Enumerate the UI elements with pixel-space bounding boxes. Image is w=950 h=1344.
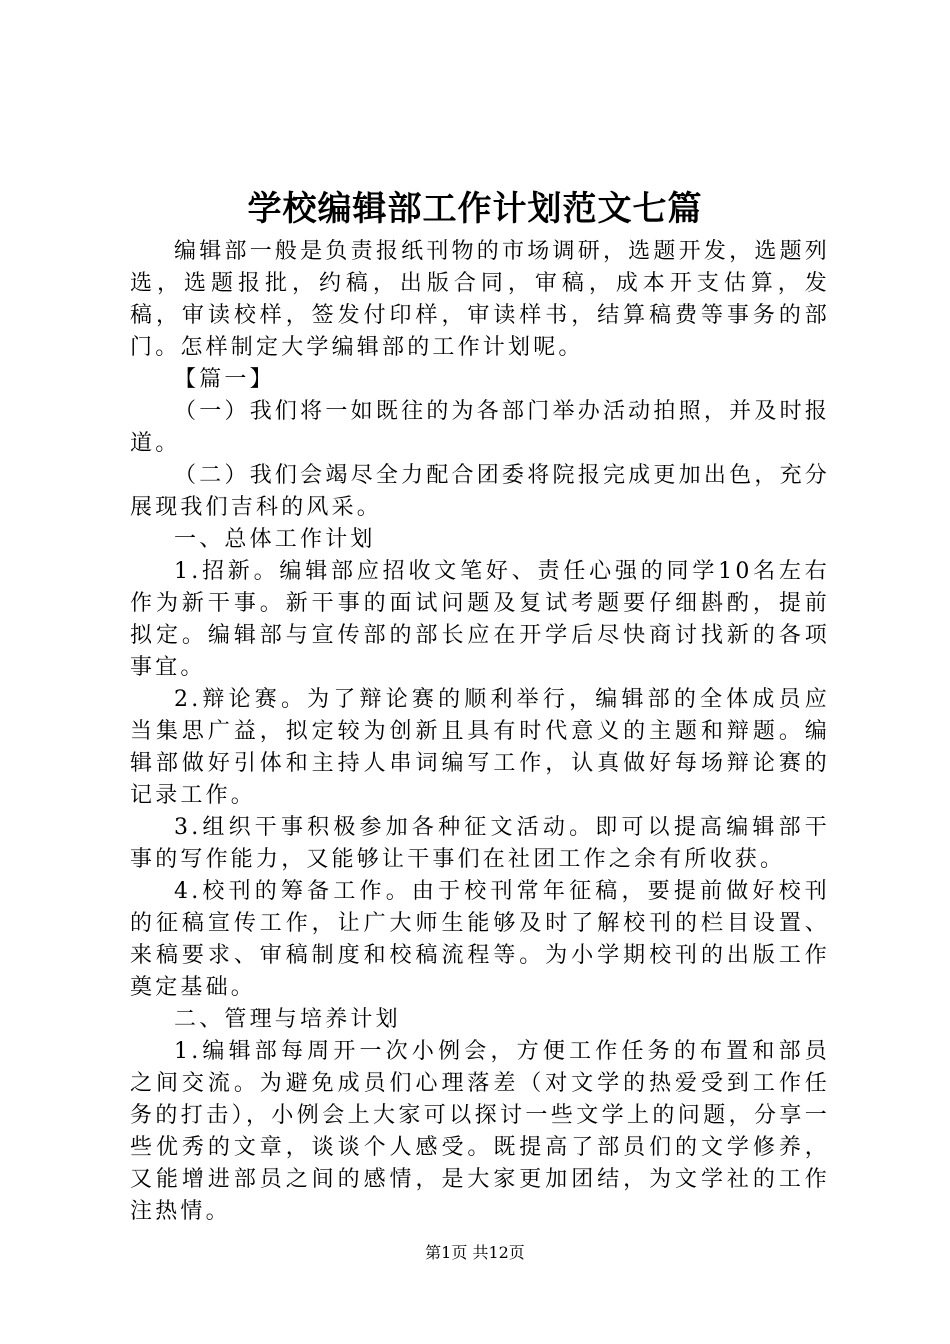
- paragraph-school-journal: 4.校刊的筹备工作。由于校刊常年征稿，要提前做好校刊的征稿宣传工作，让广大师生能够及时了解校刊的栏目设置、来稿要求、审稿制度和校稿流程等。为小学期校刊的出版工作奠定基础。: [130, 879, 830, 1000]
- section-heading-part-one: 【篇一】: [174, 367, 275, 392]
- paragraph-weekly-meeting: 1.编辑部每周开一次小例会，方便工作任务的布置和部员之间交流。为避免成员们心理落差（对文学的热爱受到工作任务的打击），小例会上大家可以探讨一些文学上的问题，分享一些优秀的文章，谈谈个人感受。既提高了部员们的文学修养，又能增进部员之间的感情，是大家更加团结，为文学社的工作注热情。: [130, 1039, 830, 1224]
- paragraph-recruitment: 1.招新。编辑部应招收文笔好、责任心强的同学10名左右作为新干事。新干事的面试问题及复试考题要仔细斟酌，提前拟定。编辑部与宣传部的部长应在开学后尽快商讨找新的各项事宜。: [130, 559, 830, 680]
- page-number-footer: 第1页 共12页: [425, 1243, 525, 1262]
- document-title: 学校编辑部工作计划范文七篇: [247, 189, 703, 229]
- paragraph-item-one: （一）我们将一如既往的为各部门举办活动拍照，并及时报道。: [130, 399, 830, 456]
- section-heading-overall-plan: 一、总体工作计划: [174, 527, 376, 552]
- paragraph-essay-activities: 3.组织干事积极参加各种征文活动。即可以提高编辑部干事的写作能力，又能够让干事们在社团工作之余有所收获。: [130, 815, 830, 872]
- intro-paragraph: 编辑部一般是负责报纸刊物的市场调研，选题开发，选题列选，选题报批，约稿，出版合同，审稿，成本开支估算，发稿，审读校样，签发付印样，审读样书，结算稿费等事务的部门。怎样制定大学编辑部的工作计划呢。: [130, 239, 830, 360]
- paragraph-item-two: （二）我们会竭尽全力配合团委将院报完成更加出色，充分展现我们吉科的风采。: [130, 463, 830, 520]
- paragraph-debate: 2.辩论赛。为了辩论赛的顺利举行，编辑部的全体成员应当集思广益，拟定较为创新且具有时代意义的主题和辩题。编辑部做好引体和主持人串词编写工作，认真做好每场辩论赛的记录工作。: [130, 687, 830, 808]
- section-heading-management-plan: 二、管理与培养计划: [174, 1007, 401, 1032]
- document-body: [130, 236, 830, 1228]
